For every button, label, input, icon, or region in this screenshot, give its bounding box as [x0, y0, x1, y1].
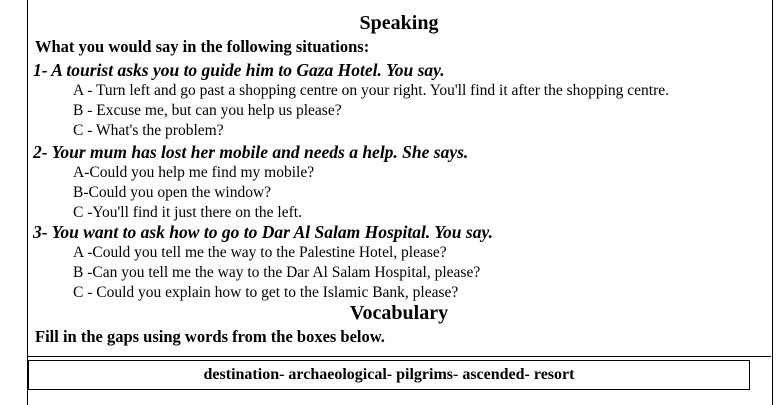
word-box: destination- archaeological- pilgrims- ascended- resort — [28, 360, 750, 390]
question-3-option-a: A -Could you tell me the way to the Palestine Hotel, please? — [73, 244, 447, 261]
vocabulary-title: Vocabulary — [349, 302, 449, 324]
question-2-option-b: B-Could you open the window? — [73, 184, 272, 201]
question-1-option-c: C - What's the problem? — [73, 122, 224, 139]
question-3-prompt: 3- You want to ask how to go to Dar Al Salam Hospital. You say. — [33, 222, 493, 242]
speaking-title: Speaking — [359, 12, 439, 34]
question-3-option-b: B -Can you tell me the way to the Dar Al Salam Hospital, please? — [73, 264, 481, 281]
question-2-prompt: 2- Your mum has lost her mobile and needs a help. She says. — [33, 142, 469, 162]
question-1-prompt: 1- A tourist asks you to guide him to Gaza Hotel. You say. — [33, 60, 445, 80]
speaking-instruction: What you would say in the following situations: — [35, 37, 370, 56]
vocabulary-instruction: Fill in the gaps using words from the boxes below. — [35, 327, 385, 346]
question-1-option-b: B - Excuse me, but can you help us please? — [73, 102, 342, 119]
section-divider — [28, 356, 771, 357]
question-2-option-c: C -You'll find it just there on the left. — [73, 204, 302, 221]
question-3-option-c: C - Could you explain how to get to the Islamic Bank, please? — [73, 284, 459, 301]
question-1-option-a: A - Turn left and go past a shopping centre on your right. You'll find it after the shopping centre. — [73, 82, 670, 99]
question-2-option-a: A-Could you help me find my mobile? — [73, 164, 315, 181]
